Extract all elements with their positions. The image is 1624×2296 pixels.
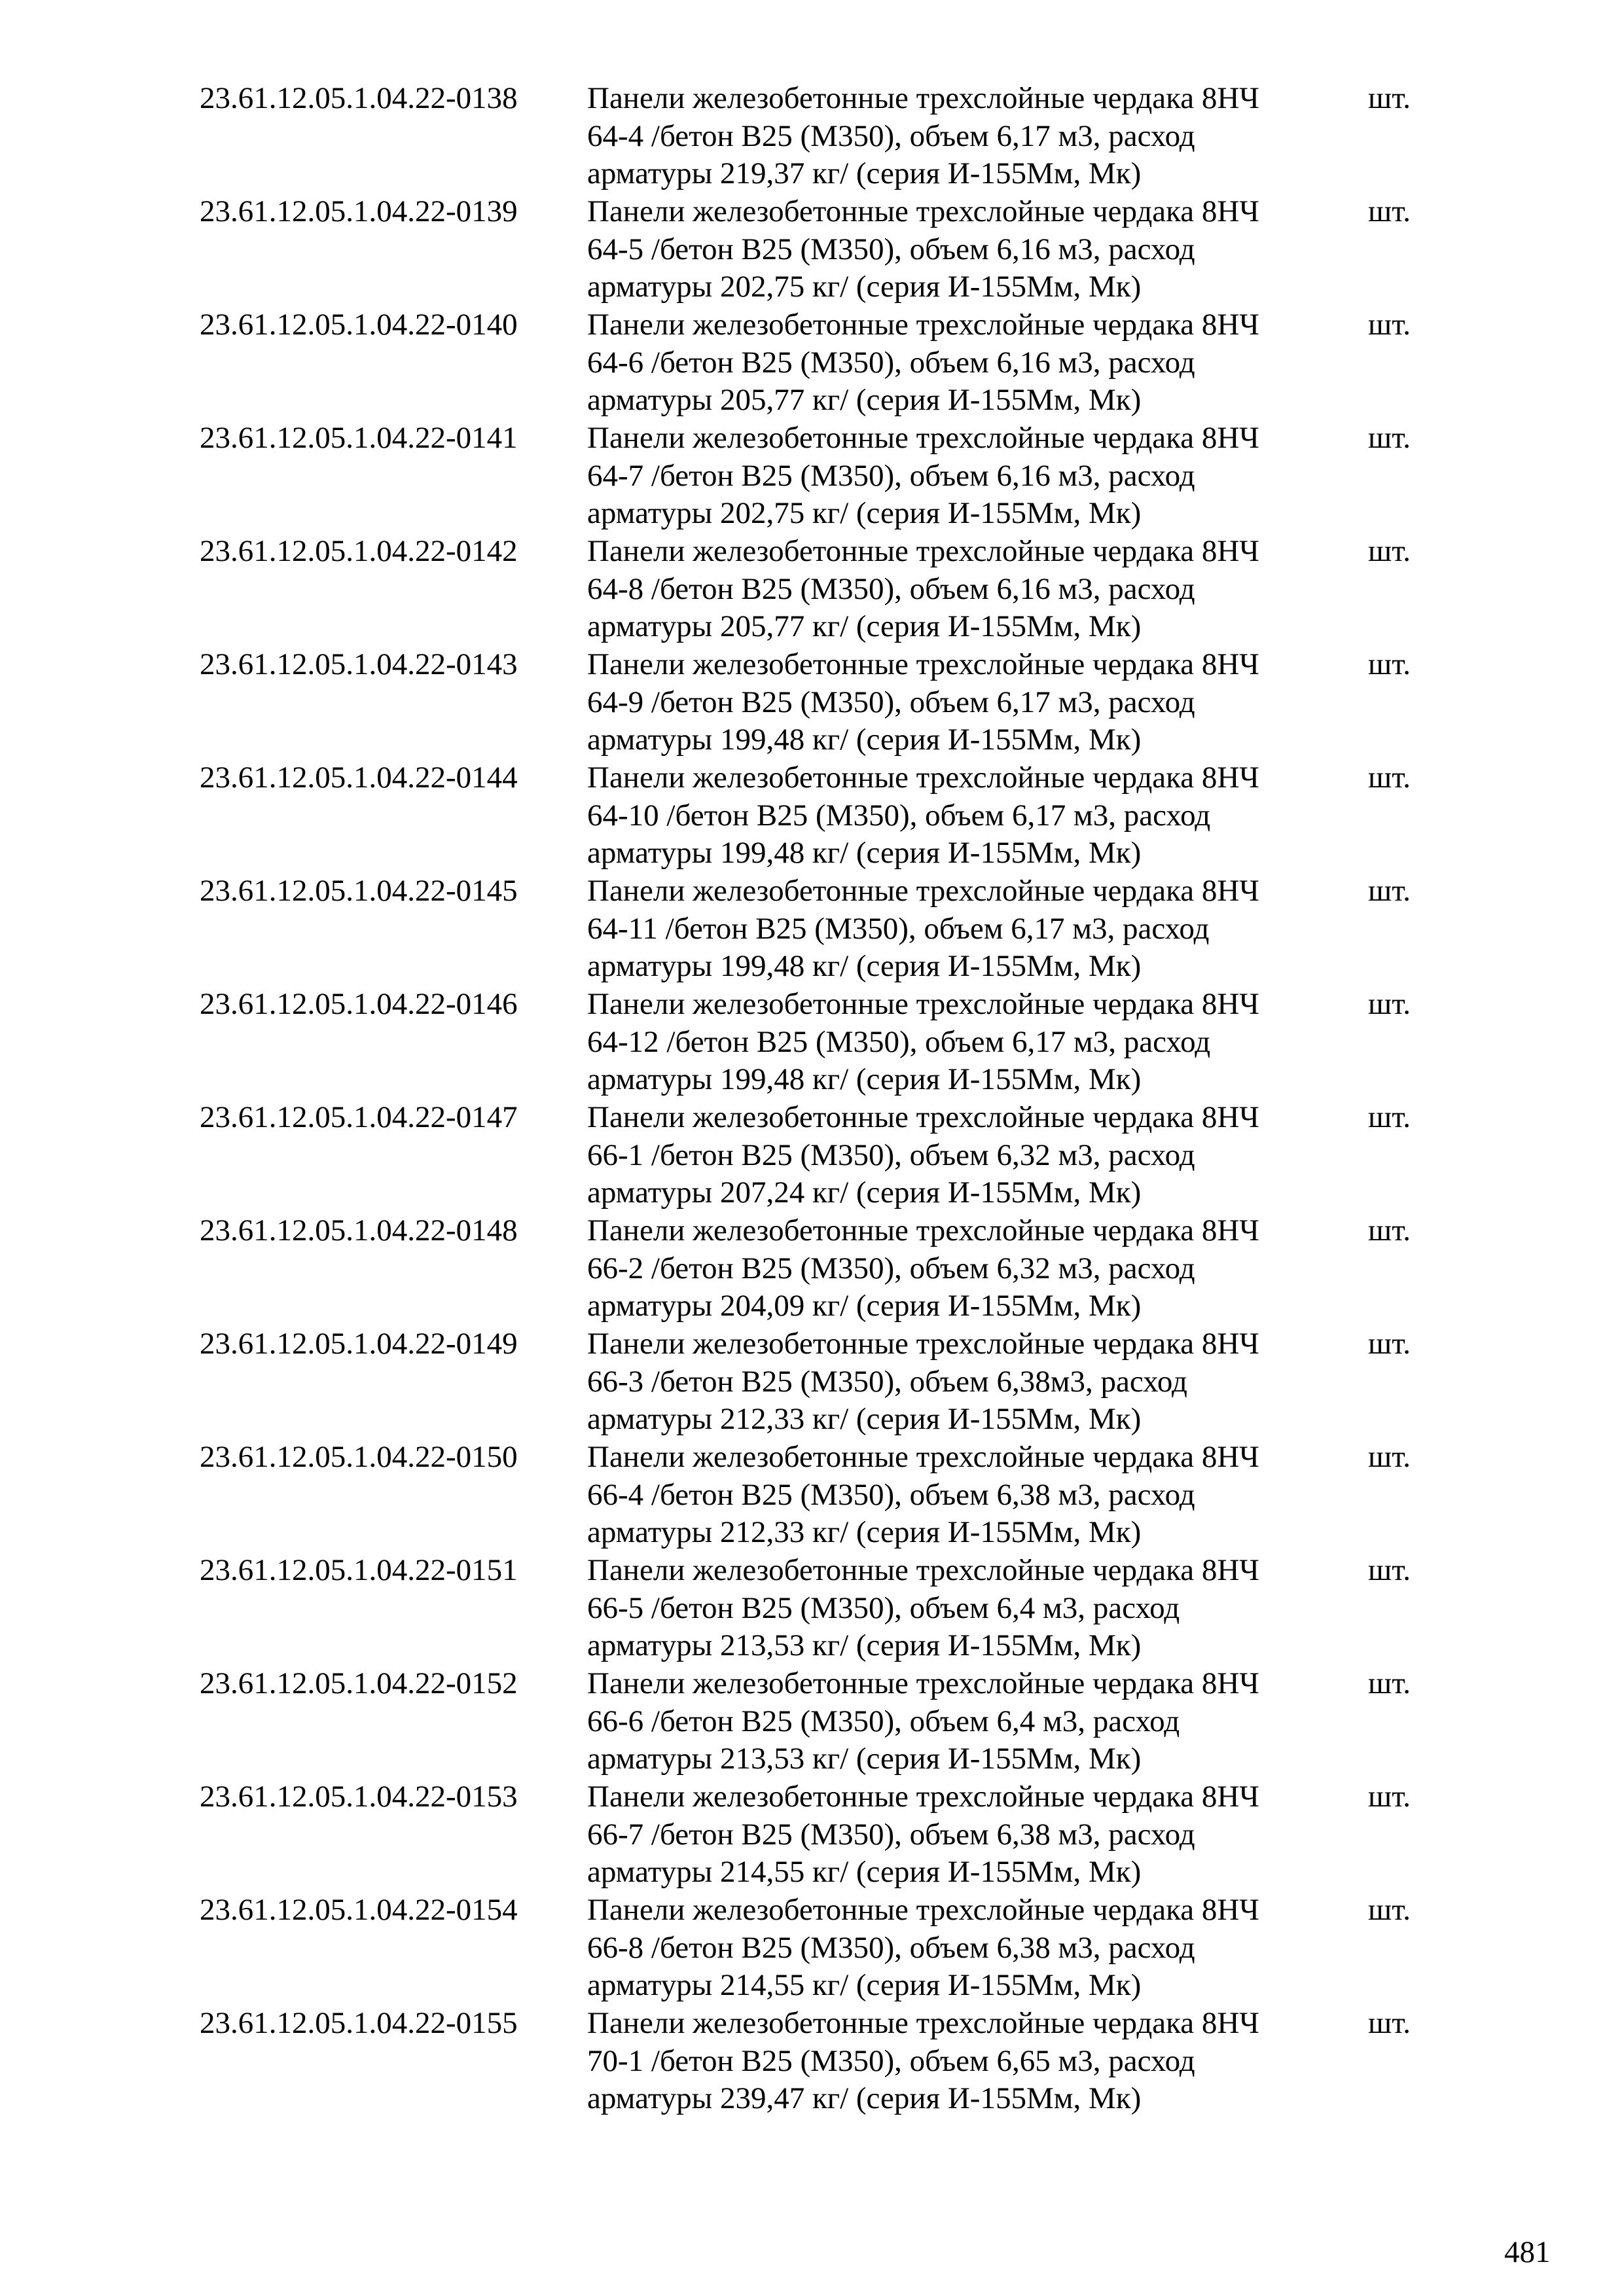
description-line: 66-3 /бетон В25 (М350), объем 6,38м3, расход (587, 1364, 1187, 1399)
description-line: 66-6 /бетон В25 (М350), объем 6,4 м3, расход (587, 1704, 1180, 1738)
unit-of-measure: шт. (1368, 421, 1411, 455)
resource-code: 23.61.12.05.1.04.22-0155 (200, 2006, 518, 2040)
description-line: арматуры 205,77 кг/ (серия И-155Мм, Мк) (587, 383, 1142, 418)
table-row (0, 80, 1624, 193)
description-line: арматуры 214,55 кг/ (серия И-155Мм, Мк) (587, 1855, 1142, 1890)
description-line: Панели железобетонные трехслойные чердака 8НЧ (587, 987, 1259, 1021)
resource-description (587, 1778, 1340, 1892)
description-line: Панели железобетонные трехслойные чердака 8НЧ (587, 1666, 1259, 1700)
resource-code: 23.61.12.05.1.04.22-0141 (200, 421, 518, 455)
resource-code: 23.61.12.05.1.04.22-0139 (200, 194, 518, 228)
resource-description (587, 759, 1340, 872)
description-line: 66-2 /бетон В25 (М350), объем 6,32 м3, расход (587, 1251, 1195, 1285)
resource-code: 23.61.12.05.1.04.22-0138 (200, 81, 518, 115)
description-line: Панели железобетонные трехслойные чердака 8НЧ (587, 761, 1259, 795)
description-line: Панели железобетонные трехслойные чердака 8НЧ (587, 1553, 1259, 1587)
table-row (0, 533, 1624, 646)
unit-of-measure: шт. (1368, 1100, 1411, 1134)
table-row (0, 306, 1624, 420)
description-line: 64-9 /бетон В25 (М350), объем 6,17 м3, расход (587, 685, 1195, 719)
description-line: 66-1 /бетон В25 (М350), объем 6,32 м3, расход (587, 1138, 1195, 1172)
description-line: арматуры 199,48 кг/ (серия И-155Мм, Мк) (587, 949, 1142, 984)
description-line: Панели железобетонные трехслойные чердака 8НЧ (587, 874, 1259, 908)
table-row (0, 872, 1624, 986)
page-number: 481 (1504, 2235, 1551, 2269)
description-line: Панели железобетонные трехслойные чердака 8НЧ (587, 194, 1259, 228)
resource-code: 23.61.12.05.1.04.22-0143 (200, 647, 518, 681)
description-line: 64-12 /бетон В25 (М350), объем 6,17 м3, расход (587, 1024, 1211, 1059)
resource-description (587, 1212, 1340, 1325)
description-line: Панели железобетонные трехслойные чердака 8НЧ (587, 1213, 1259, 1247)
description-line: 64-4 /бетон В25 (М350), объем 6,17 м3, расход (587, 118, 1195, 153)
unit-of-measure: шт. (1368, 194, 1411, 228)
table-row (0, 2005, 1624, 2118)
unit-of-measure: шт. (1368, 987, 1411, 1021)
description-line: арматуры 199,48 кг/ (серия И-155Мм, Мк) (587, 836, 1142, 870)
resource-code: 23.61.12.05.1.04.22-0154 (200, 1893, 518, 1927)
unit-of-measure: шт. (1368, 874, 1411, 908)
table-row (0, 1325, 1624, 1439)
unit-of-measure: шт. (1368, 2006, 1411, 2040)
description-line: 64-5 /бетон В25 (М350), объем 6,16 м3, расход (587, 232, 1195, 266)
unit-of-measure: шт. (1368, 1780, 1411, 1814)
unit-of-measure: шт. (1368, 647, 1411, 681)
resource-description (587, 1892, 1340, 2005)
description-line: арматуры 202,75 кг/ (серия И-155Мм, Мк) (587, 270, 1142, 304)
unit-of-measure: шт. (1368, 1893, 1411, 1927)
table-row (0, 1439, 1624, 1552)
unit-of-measure: шт. (1368, 1440, 1411, 1474)
description-line: 64-11 /бетон В25 (М350), объем 6,17 м3, расход (587, 911, 1210, 946)
description-line: Панели железобетонные трехслойные чердака 8НЧ (587, 534, 1259, 568)
description-line: Панели железобетонные трехслойные чердака 8НЧ (587, 421, 1259, 455)
description-line: Панели железобетонные трехслойные чердака 8НЧ (587, 1780, 1259, 1814)
resource-description (587, 1552, 1340, 1665)
table-row (0, 420, 1624, 533)
resource-description (587, 533, 1340, 646)
description-line: Панели железобетонные трехслойные чердака 8НЧ (587, 2006, 1259, 2040)
resource-description (587, 986, 1340, 1099)
table-row (0, 193, 1624, 306)
description-line: арматуры 202,75 кг/ (серия И-155Мм, Мк) (587, 496, 1142, 531)
resource-code: 23.61.12.05.1.04.22-0150 (200, 1440, 518, 1474)
description-line: арматуры 204,09 кг/ (серия И-155Мм, Мк) (587, 1289, 1142, 1323)
description-line: арматуры 239,47 кг/ (серия И-155Мм, Мк) (587, 2081, 1142, 2116)
table-row (0, 1892, 1624, 2005)
resource-description (587, 2005, 1340, 2118)
description-line: арматуры 212,33 кг/ (серия И-155Мм, Мк) (587, 1402, 1142, 1437)
unit-of-measure: шт. (1368, 1666, 1411, 1700)
description-line: Панели железобетонные трехслойные чердака 8НЧ (587, 308, 1259, 342)
unit-of-measure: шт. (1368, 761, 1411, 795)
resource-description (587, 1439, 1340, 1552)
description-line: 64-10 /бетон В25 (М350), объем 6,17 м3, расход (587, 798, 1211, 833)
resource-description (587, 1099, 1340, 1212)
resource-description (587, 193, 1340, 306)
price-list-table (0, 80, 1624, 2118)
table-row (0, 1099, 1624, 1212)
resource-description (587, 420, 1340, 533)
description-line: 66-7 /бетон В25 (М350), объем 6,38 м3, расход (587, 1817, 1195, 1852)
description-line: арматуры 212,33 кг/ (серия И-155Мм, Мк) (587, 1515, 1142, 1550)
table-row (0, 1552, 1624, 1665)
description-line: 66-5 /бетон В25 (М350), объем 6,4 м3, расход (587, 1590, 1180, 1625)
description-line: Панели железобетонные трехслойные чердака 8НЧ (587, 647, 1259, 681)
unit-of-measure: шт. (1368, 1553, 1411, 1587)
description-line: арматуры 199,48 кг/ (серия И-155Мм, Мк) (587, 723, 1142, 757)
table-row (0, 986, 1624, 1099)
description-line: арматуры 213,53 кг/ (серия И-155Мм, Мк) (587, 1628, 1142, 1663)
resource-description (587, 306, 1340, 420)
resource-code: 23.61.12.05.1.04.22-0142 (200, 534, 518, 568)
resource-description (587, 646, 1340, 759)
description-line: Панели железобетонные трехслойные чердака 8НЧ (587, 1440, 1259, 1474)
unit-of-measure: шт. (1368, 534, 1411, 568)
table-row (0, 646, 1624, 759)
resource-code: 23.61.12.05.1.04.22-0149 (200, 1327, 518, 1361)
table-row (0, 1212, 1624, 1325)
table-row (0, 1665, 1624, 1778)
resource-code: 23.61.12.05.1.04.22-0148 (200, 1213, 518, 1247)
description-line: арматуры 213,53 кг/ (серия И-155Мм, Мк) (587, 1742, 1142, 1776)
description-line: Панели железобетонные трехслойные чердака 8НЧ (587, 1100, 1259, 1134)
unit-of-measure: шт. (1368, 81, 1411, 115)
description-line: арматуры 199,48 кг/ (серия И-155Мм, Мк) (587, 1062, 1142, 1097)
resource-description (587, 1665, 1340, 1778)
resource-code: 23.61.12.05.1.04.22-0151 (200, 1553, 518, 1587)
resource-description (587, 1325, 1340, 1439)
description-line: 70-1 /бетон В25 (М350), объем 6,65 м3, расход (587, 2043, 1195, 2078)
description-line: Панели железобетонные трехслойные чердака 8НЧ (587, 1893, 1259, 1927)
description-line: Панели железобетонные трехслойные чердака 8НЧ (587, 1327, 1259, 1361)
resource-code: 23.61.12.05.1.04.22-0152 (200, 1666, 518, 1700)
description-line: 64-8 /бетон В25 (М350), объем 6,16 м3, расход (587, 571, 1195, 606)
resource-code: 23.61.12.05.1.04.22-0147 (200, 1100, 518, 1134)
resource-description (587, 80, 1340, 193)
description-line: 64-7 /бетон В25 (М350), объем 6,16 м3, расход (587, 458, 1195, 493)
description-line: арматуры 214,55 кг/ (серия И-155Мм, Мк) (587, 1968, 1142, 2003)
table-row (0, 759, 1624, 872)
resource-code: 23.61.12.05.1.04.22-0153 (200, 1780, 518, 1814)
description-line: арматуры 207,24 кг/ (серия И-155Мм, Мк) (587, 1175, 1142, 1210)
description-line: Панели железобетонные трехслойные чердака 8НЧ (587, 81, 1259, 115)
resource-code: 23.61.12.05.1.04.22-0144 (200, 761, 518, 795)
description-line: 66-4 /бетон В25 (М350), объем 6,38 м3, расход (587, 1477, 1195, 1512)
resource-code: 23.61.12.05.1.04.22-0140 (200, 308, 518, 342)
description-line: арматуры 205,77 кг/ (серия И-155Мм, Мк) (587, 609, 1142, 644)
resource-code: 23.61.12.05.1.04.22-0145 (200, 874, 518, 908)
description-line: арматуры 219,37 кг/ (серия И-155Мм, Мк) (587, 156, 1142, 191)
description-line: 66-8 /бетон В25 (М350), объем 6,38 м3, расход (587, 1930, 1195, 1965)
resource-code: 23.61.12.05.1.04.22-0146 (200, 987, 518, 1021)
unit-of-measure: шт. (1368, 308, 1411, 342)
resource-description (587, 872, 1340, 986)
unit-of-measure: шт. (1368, 1327, 1411, 1361)
unit-of-measure: шт. (1368, 1213, 1411, 1247)
description-line: 64-6 /бетон В25 (М350), объем 6,16 м3, расход (587, 345, 1195, 380)
table-row (0, 1778, 1624, 1892)
